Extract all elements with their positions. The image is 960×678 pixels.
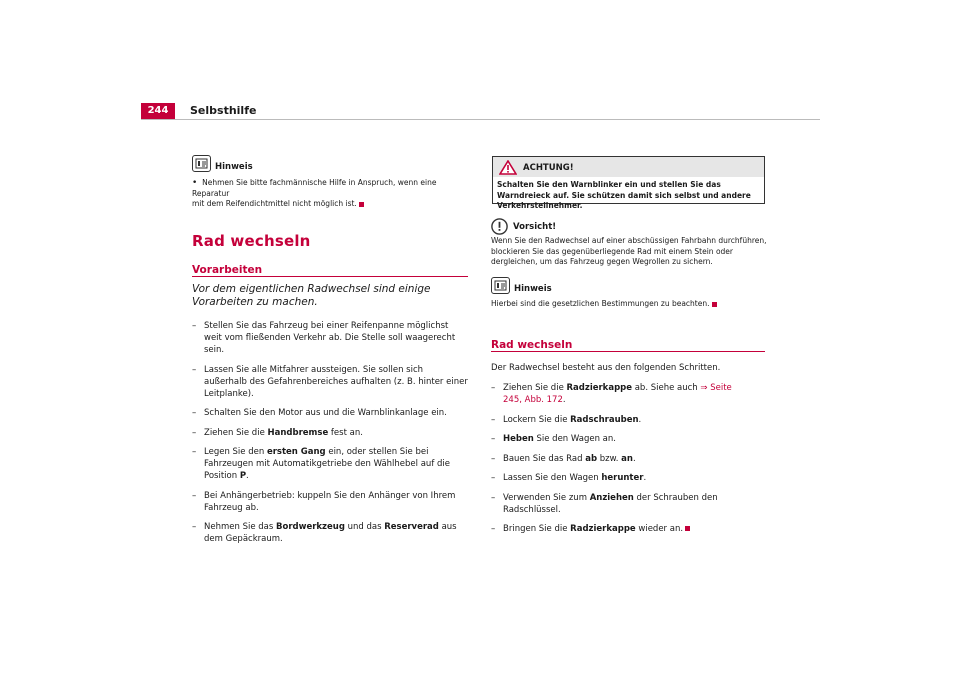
header-divider: [141, 119, 820, 120]
bullet: •: [192, 178, 198, 188]
wheel-change-steps: [491, 382, 765, 543]
list-item: – Heben Sie den Wagen an.: [491, 433, 765, 445]
section-divider: [192, 276, 468, 277]
hinweis-text-right: Hierbei sind die gesetzlichen Bestimmungen zu beachten.: [491, 299, 767, 310]
hinweis-text: • Nehmen Sie bitte fachmännische Hilfe in Anspruch, wenn eine Reparatur mit dem Reifendichtmittel nicht möglich ist.: [192, 178, 437, 208]
intro-text: Der Radwechsel besteht aus den folgenden Schritten.: [491, 363, 721, 373]
list-item: – Bauen Sie das Rad ab bzw. an.: [491, 453, 765, 465]
vorsicht-note: [491, 218, 556, 235]
list-item: – Verwenden Sie zum Anziehen der Schrauben den Radschlüssel.: [491, 492, 765, 516]
list-item: – Lassen Sie alle Mitfahrer aussteigen. Sie sollen sich außerhalb des Gefahrenbereiches aufhalten (z. B. hinter einer Leitplanke).: [192, 364, 468, 400]
list-item: – Legen Sie den ersten Gang ein, oder stellen Sie bei Fahrzeugen mit Automatikgetriebe den Wählhebel auf die Position P.: [192, 446, 468, 482]
page-number: 244: [141, 103, 175, 119]
page-reference-link[interactable]: ⇒ Seite 245, Abb. 172: [503, 383, 732, 405]
list-item: – Lockern Sie die Radschrauben.: [491, 414, 765, 426]
vorsicht-title: Vorsicht!: [513, 221, 557, 232]
hinweis-note-left: [192, 155, 253, 172]
end-marker: [359, 202, 364, 207]
list-item: – Ziehen Sie die Handbremse fest an.: [192, 427, 468, 439]
hinweis-title: Hinweis: [215, 162, 253, 172]
end-marker: [685, 526, 690, 531]
list-item: – Ziehen Sie die Radzierkappe ab. Siehe auch ⇒ Seite 245, Abb. 172.: [491, 382, 765, 406]
lead-text: Vor dem eigentlichen Radwechsel sind einige Vorarbeiten zu machen.: [192, 283, 431, 308]
achtung-text: Schalten Sie den Warnblinker ein und stellen Sie das Warndreieck auf. Sie schützen damit sich selbst und andere Verkehrsteilnehmer.: [497, 180, 751, 210]
main-heading: Rad wechseln: [192, 232, 311, 250]
list-item: – Lassen Sie den Wagen herunter.: [491, 472, 765, 484]
info-note-icon: [192, 155, 211, 172]
list-item: – Schalten Sie den Motor aus und die Warnblinkanlage ein.: [192, 407, 468, 419]
vorsicht-text: Wenn Sie den Radwechsel auf einer abschüssigen Fahrbahn durchführen, blockieren Sie das gegenüberliegende Rad mit einem Stein oder dergleichen, um das Fahrzeug gegen Wegrollen zu sichern.: [491, 236, 767, 266]
section-heading-vorarbeiten: Vorarbeiten: [192, 264, 263, 276]
caution-exclamation-icon: [491, 218, 508, 235]
list-item: – Stellen Sie das Fahrzeug bei einer Reifenpanne möglichst weit vom fließenden Verkehr ab. Die Stelle soll waagerecht sein.: [192, 320, 468, 356]
list-item: – Bringen Sie die Radzierkappe wieder an.: [491, 523, 765, 535]
hinweis-title: Hinweis: [514, 284, 552, 294]
end-marker: [712, 302, 717, 307]
warning-triangle-icon: [499, 160, 517, 175]
preparation-steps: [192, 320, 468, 553]
list-item: – Nehmen Sie das Bordwerkzeug und das Reserverad aus dem Gepäckraum.: [192, 521, 468, 545]
section-divider: [491, 351, 765, 352]
list-item: – Bei Anhängerbetrieb: kuppeln Sie den Anhänger von Ihrem Fahrzeug ab.: [192, 490, 468, 514]
page-header-title: Selbsthilfe: [190, 104, 257, 117]
info-note-icon: [491, 277, 510, 294]
achtung-title: ACHTUNG!: [523, 162, 574, 173]
hinweis-note-right: [491, 277, 552, 294]
section-heading-rad-wechseln: Rad wechseln: [491, 339, 573, 351]
achtung-warning-box: [492, 156, 765, 210]
